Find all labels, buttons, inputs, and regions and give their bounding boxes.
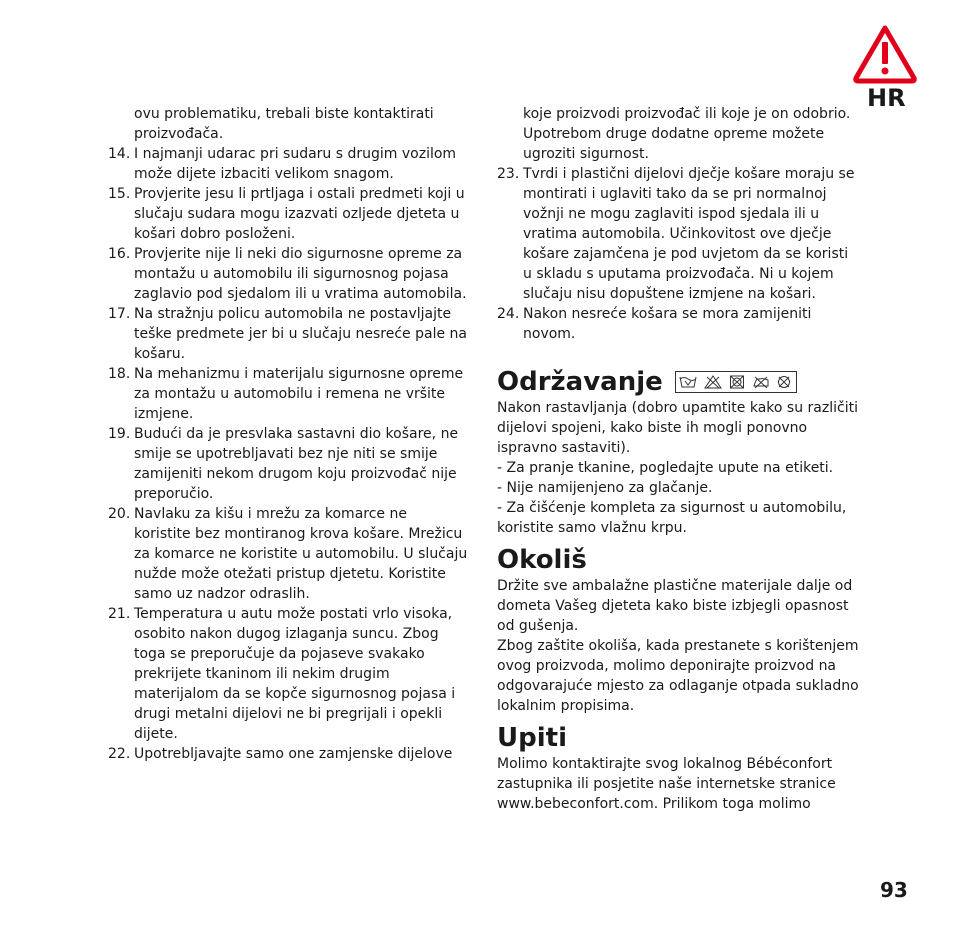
item-number: 19.	[108, 426, 131, 442]
environment-heading: Okoliš	[497, 545, 587, 575]
warning-triangle-icon	[852, 24, 918, 84]
enquiries-heading: Upiti	[497, 723, 567, 753]
environment-paragraph: Držite sve ambalažne plastične materijale dalje od dometa Vašeg djeteta kako biste izbjegli opasnost od gušenja.	[497, 578, 853, 634]
list-item	[108, 364, 468, 424]
item-number: 24.	[497, 306, 520, 322]
maintenance-heading-text: Održavanje	[497, 367, 663, 397]
maintenance-line: Nakon rastavljanja (dobro upamtite kako su različiti dijelovi spojeni, kako biste ih mogli ponovno ispravno sastaviti).	[497, 400, 858, 456]
item-text: Budući da je presvlaka sastavni dio košare, ne smije se upotrebljavati bez nje niti se smije zamijeniti nekom drugom koju proizvođač nije preporučio.	[134, 426, 459, 502]
item-number: 18.	[108, 366, 131, 382]
environment-paragraph: Zbog zaštite okoliša, kada prestanete s korištenjem ovog proizvoda, molimo deponirajte proizvod na odgovarajuće mjesto za odlaganje otpada sukladno lokalnim propisima.	[497, 638, 859, 714]
maintenance-line: - Za čišćenje kompleta za sigurnost u automobilu, koristite samo vlažnu krpu.	[497, 500, 847, 536]
list-item	[108, 184, 468, 244]
item-text: I najmanji udarac pri sudaru s drugim vozilom može dijete izbaciti velikom snagom.	[134, 146, 457, 182]
no-dry-clean-icon	[776, 375, 792, 389]
item-text: Na mehanizmu i materijalu sigurnosne opreme za montažu u automobilu i remena ne vršite izmjene.	[134, 366, 464, 422]
item-number: 23.	[497, 166, 520, 182]
care-symbols	[675, 371, 797, 393]
list-item	[497, 304, 859, 344]
maintenance-line: - Nije namijenjeno za glačanje.	[497, 480, 713, 496]
no-bleach-icon	[704, 375, 722, 389]
enquiries-paragraph: Molimo kontaktirajte svog lokalnog Bébéconfort zastupnika ili posjetite naše internetske stranice www.bebeconfort.com. Prilikom toga molimo	[497, 756, 836, 812]
maintenance-line: - Za pranje tkanine, pogledajte upute na etiketi.	[497, 460, 834, 476]
list-item	[108, 504, 468, 604]
continuation-text: ovu problematiku, trebali biste kontaktirati proizvođača.	[134, 106, 434, 142]
item-number: 22.	[108, 746, 131, 762]
item-text: Nakon nesreće košara se mora zamijeniti novom.	[523, 306, 812, 342]
list-item	[108, 604, 468, 744]
item-text: Temperatura u autu može postati vrlo visoka, osobito nakon dugog izlaganja suncu. Zbog toga se preporučuje da pojaseve svakako prekrijete tkaninom ili nekim drugim materijalom da se kopče sigurnosnog pojasa i drugi metalni dijelovi ne bi pregrijali i opekli dijete.	[134, 606, 456, 742]
list-item	[108, 424, 468, 504]
list-item	[108, 304, 468, 364]
list-item	[497, 164, 859, 304]
item-number: 17.	[108, 306, 131, 322]
language-code: HR	[867, 84, 906, 112]
item-number: 16.	[108, 246, 131, 262]
item-number: 20.	[108, 506, 131, 522]
item-text: Tvrdi i plastični dijelovi dječje košare moraju se montirati i uglaviti tako da se pri normalnoj vožnji ne mogu zaglaviti ispod sjedala ili u vratima automobila. Učinkovitost ove dječje košare zajamčena je pod uvjetom da se koristi u skladu s uputama proizvođača. Ni u kojem slučaju nisu dopuštene izmjene na košari.	[523, 166, 855, 302]
item-text: Provjerite jesu li prtljaga i ostali predmeti koji u slučaju sudara mogu izazvati ozljede djeteta u košari dobro posloženi.	[134, 186, 465, 242]
item-text: Provjerite nije li neki dio sigurnosne opreme za montažu u automobilu ili sigurnosnog pojasa zaglavio pod sjedalom ili u vratima automobila.	[134, 246, 467, 302]
item-number: 21.	[108, 606, 131, 622]
item-text: Upotrebljavajte samo one zamjenske dijelove	[134, 746, 453, 762]
continuation-text: koje proizvodi proizvođač ili koje je on odobrio. Upotrebom druge dodatne opreme možete ugroziti sigurnost.	[523, 106, 851, 162]
wash-30-icon	[679, 375, 697, 389]
list-item	[108, 244, 468, 304]
maintenance-heading	[497, 366, 859, 398]
no-tumble-dry-icon	[729, 375, 745, 389]
list-item	[108, 144, 468, 184]
item-text: Navlaku za kišu i mrežu za komarce ne koristite bez montiranog krova košare. Mrežicu za komarce ne koristite u automobilu. U slučaju nužde može otežati pristup djetetu. Koristite samo uz nadzor odraslih.	[134, 506, 468, 602]
item-text: Na stražnju policu automobila ne postavljajte teške predmete jer bi u slučaju nesreće pale na košaru.	[134, 306, 467, 362]
no-iron-icon	[752, 375, 770, 389]
list-item	[108, 744, 468, 764]
left-column	[108, 104, 468, 764]
item-number: 15.	[108, 186, 131, 202]
right-column	[497, 104, 859, 814]
page-number: 93	[880, 878, 908, 902]
item-number: 14.	[108, 146, 131, 162]
